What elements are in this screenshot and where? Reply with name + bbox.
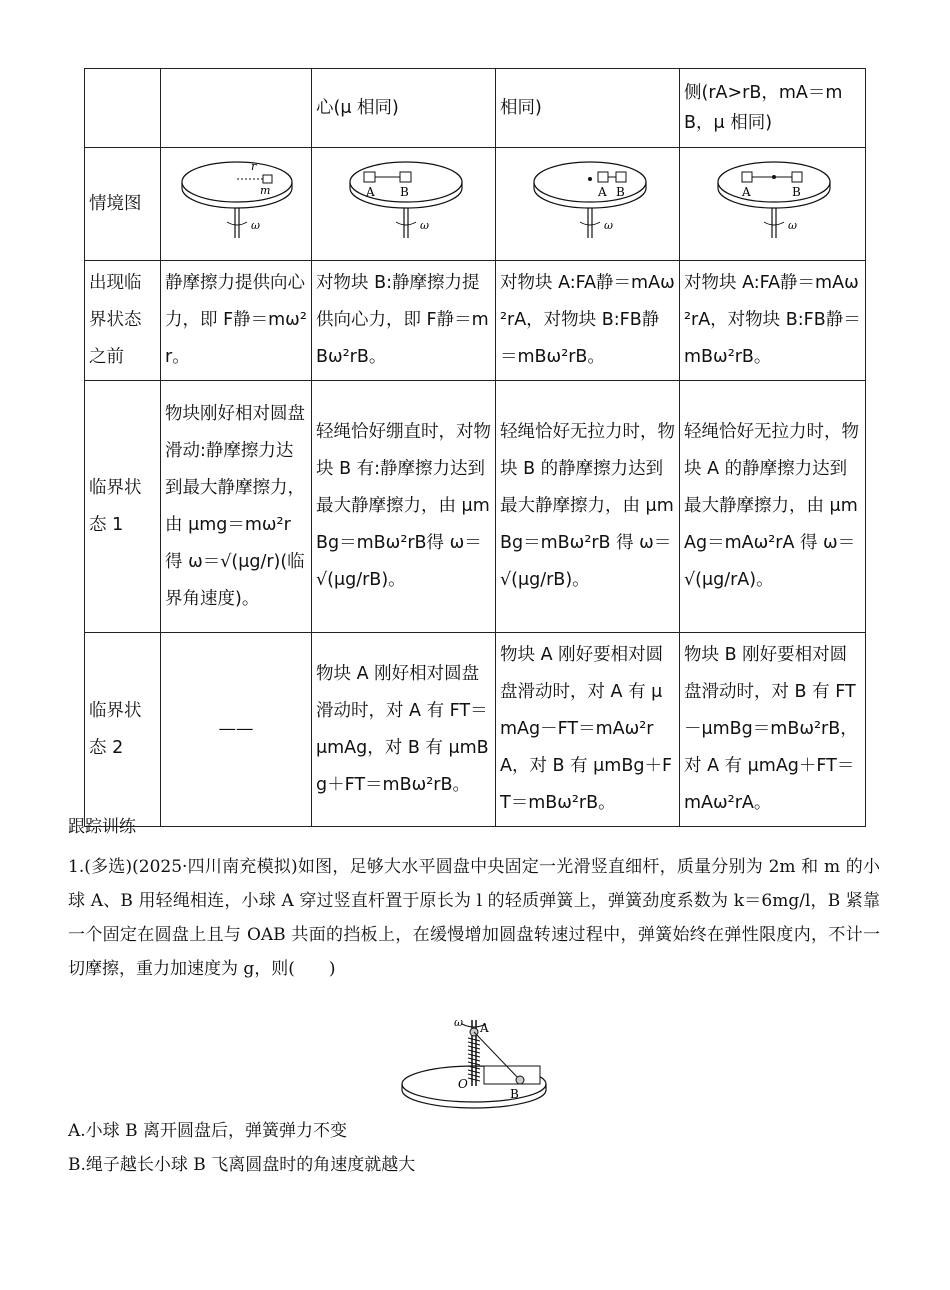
svg-text:r: r	[251, 160, 257, 173]
table-cell: 对物块 A:FA静＝mAω²rA，对物块 B:FB静＝mBω²rB。	[496, 261, 680, 381]
svg-text:A: A	[480, 1021, 489, 1035]
table-row	[85, 633, 866, 827]
table-cell: ——	[161, 633, 312, 827]
table-cell: 物块刚好相对圆盘滑动:静摩擦力达到最大静摩擦力，由 μmg＝mω²r 得 ω＝√(μg/r)(临界角速度)。	[161, 381, 312, 633]
table-row	[85, 69, 866, 148]
table-cell: 静摩擦力提供向心力，即 F静＝mω²r。	[161, 261, 312, 381]
table-row	[85, 381, 866, 633]
svg-text:ω: ω	[788, 219, 797, 232]
section-title: 跟踪训练	[68, 817, 136, 837]
svg-text:O: O	[458, 1077, 468, 1091]
table-cell: 侧(rA>rB，mA＝mB，μ 相同)	[680, 69, 866, 148]
table-cell-empty	[85, 69, 161, 148]
table-cell: 对物块 A:FA静＝mAω²rA，对物块 B:FB静＝mBω²rB。	[680, 261, 866, 381]
svg-text:B: B	[510, 1087, 519, 1101]
svg-text:A: A	[742, 185, 751, 199]
figure-cell	[680, 148, 866, 261]
table-cell: 物块 A 刚好要相对圆盘滑动时，对 A 有 μmAg－FT＝mAω²rA，对 B 有 μmBg＋FT＝mBω²rB。	[496, 633, 680, 827]
table-cell: 对物块 B:静摩擦力提供向心力，即 F静＝mBω²rB。	[312, 261, 496, 381]
disk-figure-1	[165, 152, 305, 242]
svg-text:ω: ω	[420, 219, 429, 232]
question-figure	[398, 1010, 560, 1110]
table-cell: 物块 A 刚好相对圆盘滑动时，对 A 有 FT＝μmAg，对 B 有 μmBg＋FT＝mBω²rB。	[312, 633, 496, 827]
row-label: 临界状态 2	[85, 633, 161, 827]
row-label: 情境图	[85, 148, 161, 261]
disk-figure-4	[684, 152, 859, 242]
svg-text:A: A	[366, 185, 375, 199]
figure-cell	[161, 148, 312, 261]
table-cell: 轻绳恰好绷直时，对物块 B 有:静摩擦力达到最大静摩擦力，由 μmBg＝mBω²rB得 ω＝√(μg/rB)。	[312, 381, 496, 633]
figure-cell	[312, 148, 496, 261]
svg-text:ω: ω	[604, 219, 613, 232]
row-label: 临界状态 1	[85, 381, 161, 633]
question-text: 1.(多选)(2025·四川南充模拟)如图，足够大水平圆盘中央固定一光滑竖直细杆，质量分别为 2m 和 m 的小球 A、B 用轻绳相连，小球 A 穿过竖直杆置于原长为 l 的轻质弹簧上，弹簧劲度系数为 k＝6mg/l，B 紧靠一个固定在圆盘上且与 OAB 共面的挡板上，在缓慢增加圆盘转速过程中，弹簧始终在弹性限度内，不计一切摩擦，重力加速度为 g，则( )	[68, 857, 880, 979]
row-label: 出现临界状态之前	[85, 261, 161, 381]
svg-text:B: B	[616, 185, 625, 199]
table-cell: 物块 B 刚好要相对圆盘滑动时，对 B 有 FT－μmBg＝mBω²rB，对 A 有 μmAg＋FT＝mAω²rA。	[680, 633, 866, 827]
table-cell	[161, 69, 312, 148]
svg-text:A: A	[598, 185, 607, 199]
svg-text:B: B	[400, 185, 409, 199]
svg-text:B: B	[792, 185, 801, 199]
critical-state-table	[84, 68, 866, 827]
table-cell: 轻绳恰好无拉力时，物块 A 的静摩擦力达到最大静摩擦力，由 μmAg＝mAω²rA 得 ω＝√(μg/rA)。	[680, 381, 866, 633]
table-row	[85, 261, 866, 381]
table-cell: 心(μ 相同)	[312, 69, 496, 148]
svg-text:ω: ω	[251, 219, 260, 232]
table-cell: 相同)	[496, 69, 680, 148]
svg-text:m: m	[260, 184, 271, 197]
table-row	[85, 148, 866, 261]
disk-figure-3	[500, 152, 670, 242]
option-b[interactable]: B.绳子越长小球 B 飞离圆盘时的角速度就越大	[68, 1155, 416, 1175]
svg-text:ω: ω	[454, 1016, 463, 1029]
disk-figure-2	[316, 152, 486, 242]
figure-cell	[496, 148, 680, 261]
option-a[interactable]: A.小球 B 离开圆盘后，弹簧弹力不变	[68, 1121, 347, 1141]
table-cell: 轻绳恰好无拉力时，物块 B 的静摩擦力达到最大静摩擦力，由 μmBg＝mBω²rB 得 ω＝√(μg/rB)。	[496, 381, 680, 633]
